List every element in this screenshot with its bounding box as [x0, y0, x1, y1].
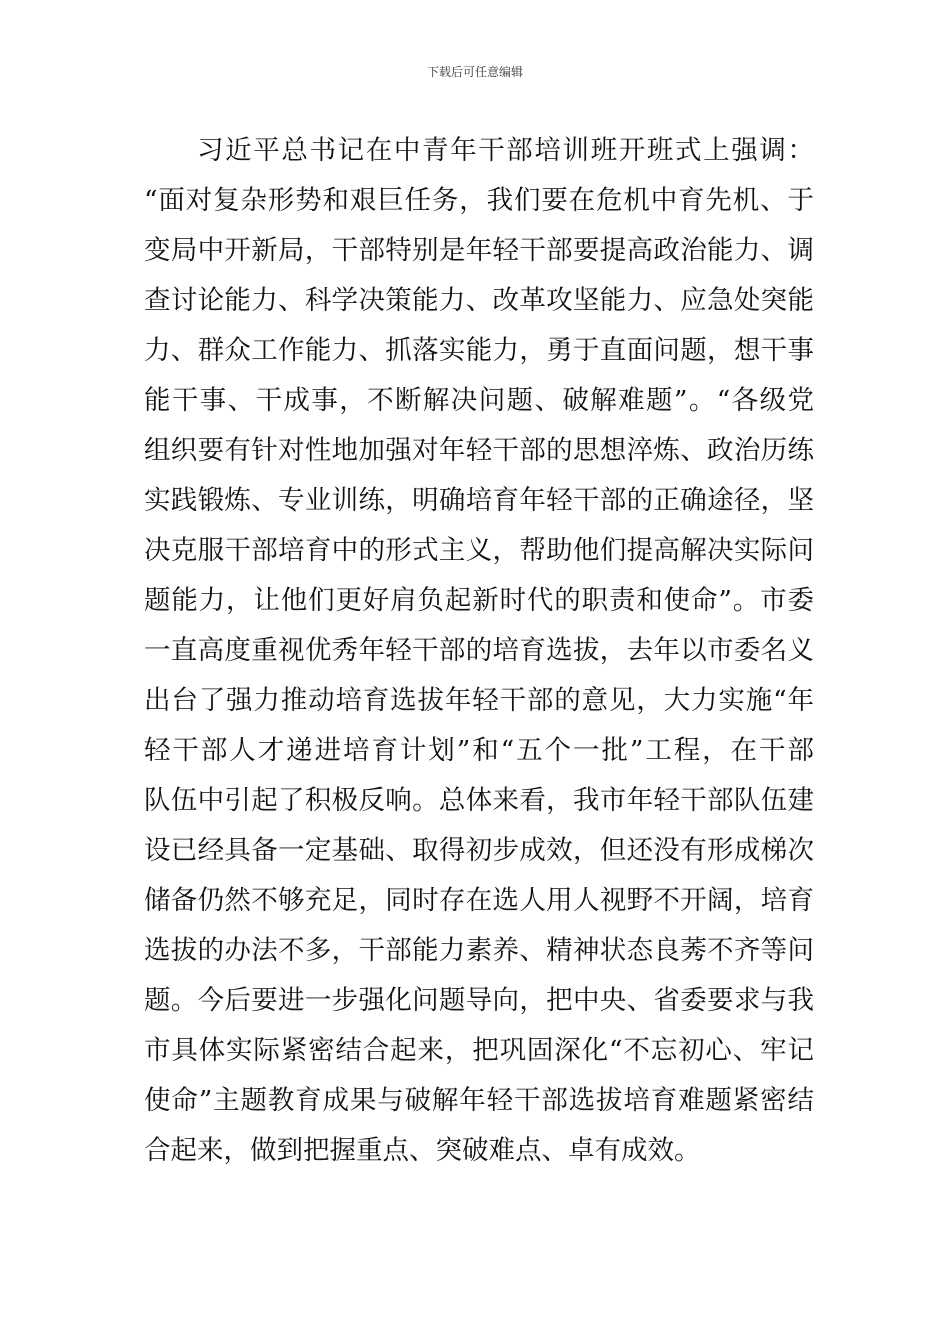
paragraph-line: 决克服干部培育中的形式主义，帮助他们提高解决实际问	[144, 535, 814, 566]
paragraph-line: 题。今后要进一步强化问题导向，把中央、省委要求与我	[144, 985, 814, 1016]
paragraph-line: 题能力，让他们更好肩负起新时代的职责和使命”。市委	[144, 585, 814, 616]
paragraph-line: 查讨论能力、科学决策能力、改革攻坚能力、应急处突能	[144, 285, 814, 316]
paragraph-line: 变局中开新局，干部特别是年轻干部要提高政治能力、调	[144, 235, 814, 266]
paragraph-line: 市具体实际紧密结合起来，把巩固深化“不忘初心、牢记	[144, 1035, 814, 1066]
paragraph-line: 一直高度重视优秀年轻干部的培育选拔，去年以市委名义	[144, 635, 814, 666]
page-header: 下载后可任意编辑	[426, 65, 523, 79]
paragraph-line: 能干事、干成事，不断解决问题、破解难题”。“各级党	[144, 385, 814, 416]
paragraph-line: 出台了强力推动培育选拔年轻干部的意见，大力实施“年	[144, 685, 814, 716]
paragraph-line: 设已经具备一定基础、取得初步成效，但还没有形成梯次	[144, 835, 814, 866]
paragraph-line: 轻干部人才递进培育计划”和“五个一批”工程，在干部	[144, 735, 814, 766]
paragraph-line: “面对复杂形势和艰巨任务，我们要在危机中育先机、于	[144, 185, 814, 216]
paragraph-line: 组织要有针对性地加强对年轻干部的思想淬炼、政治历练	[144, 435, 814, 466]
body-paragraph	[144, 126, 814, 1176]
paragraph-line: 选拔的办法不多，干部能力素养、精神状态良莠不齐等问	[144, 935, 814, 966]
paragraph-line: 合起来，做到把握重点、突破难点、卓有成效。	[144, 1135, 701, 1166]
paragraph-line: 队伍中引起了积极反响。总体来看，我市年轻干部队伍建	[144, 785, 814, 816]
paragraph-line: 习近平总书记在中青年干部培训班开班式上强调：	[197, 135, 814, 166]
paragraph-line: 储备仍然不够充足，同时存在选人用人视野不开阔，培育	[144, 885, 814, 916]
paragraph-line: 力、群众工作能力、抓落实能力，勇于直面问题，想干事	[144, 335, 814, 366]
paragraph-line: 使命”主题教育成果与破解年轻干部选拔培育难题紧密结	[144, 1085, 814, 1116]
paragraph-line: 实践锻炼、专业训练，明确培育年轻干部的正确途径，坚	[144, 485, 814, 516]
